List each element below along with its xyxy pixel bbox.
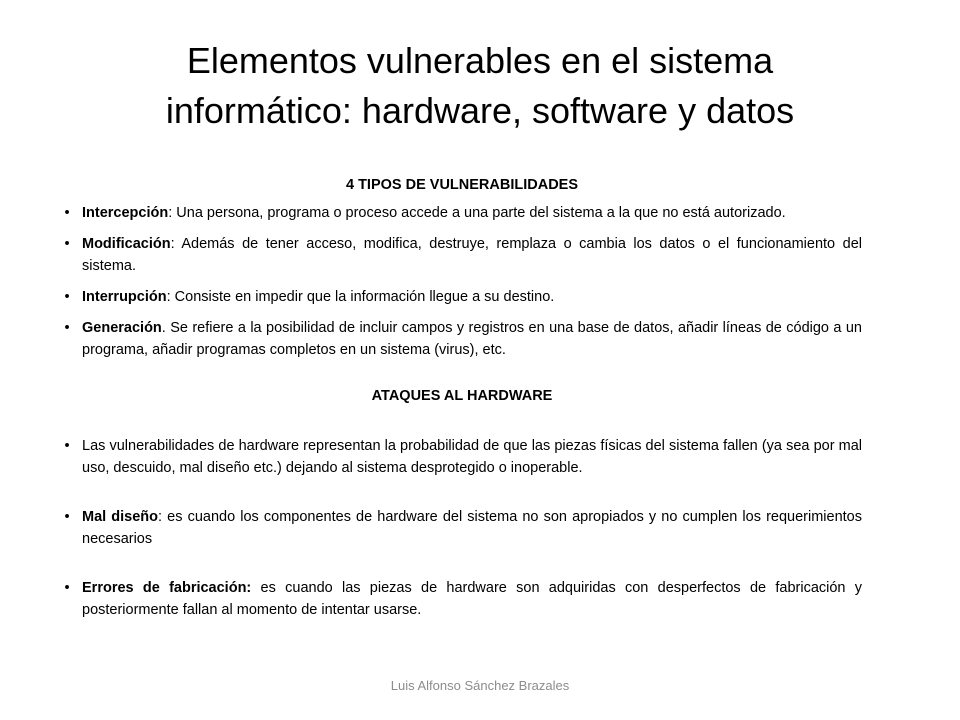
bullet-icon: • bbox=[64, 236, 70, 252]
term-separator: : bbox=[170, 236, 175, 252]
bullet-icon: • bbox=[64, 580, 70, 596]
item-text: Se refiere a la posibilidad de incluir campos y registros en una base de datos, añadir líneas de código a un programa, añadir programas completos en un sistema (virus), etc. bbox=[82, 320, 862, 358]
item-text: Las vulnerabilidades de hardware representan la probabilidad de que las piezas físicas del sistema fallen (ya sea por mal uso, descuido, mal diseño etc.) dejando al sistema desprotegido o inoperable. bbox=[82, 438, 862, 476]
list-item bbox=[62, 577, 862, 621]
slide-title-line2: informático: hardware, software y datos bbox=[165, 90, 795, 131]
list-item bbox=[62, 202, 862, 224]
section-heading-vulnerability-types: 4 TIPOS DE VULNERABILIDADES bbox=[345, 177, 579, 193]
term-separator: . bbox=[161, 320, 166, 336]
vulnerability-types-list bbox=[62, 202, 862, 361]
list-item bbox=[62, 317, 862, 361]
hardware-attacks-list bbox=[62, 435, 862, 621]
item-text: es cuando las piezas de hardware son adquiridas con desperfectos de fabricación y posteriormente fallan al momento de intentar usarse. bbox=[82, 580, 863, 618]
slide-footer-author: Luis Alfonso Sánchez Brazales bbox=[390, 678, 570, 693]
list-item bbox=[62, 233, 862, 277]
item-text: es cuando los componentes de hardware del sistema no son apropiados y no cumplen los requerimientos necesarios bbox=[82, 509, 862, 547]
slide-title-line1: Elementos vulnerables en el sistema bbox=[186, 40, 774, 81]
slide-title bbox=[60, 36, 900, 136]
item-text: Además de tener acceso, modifica, destruye, remplaza o cambia los datos o el funcionamiento del sistema. bbox=[82, 236, 862, 274]
list-item bbox=[62, 506, 862, 550]
term: Mal diseño bbox=[82, 509, 159, 525]
item-text: Consiste en impedir que la información llegue a su destino. bbox=[170, 289, 555, 305]
list-item bbox=[62, 435, 862, 479]
term-separator: : bbox=[168, 205, 173, 221]
term-separator: : bbox=[158, 509, 163, 525]
bullet-icon: • bbox=[64, 320, 70, 336]
slide-content bbox=[62, 174, 862, 648]
term-separator: : bbox=[166, 289, 171, 305]
term: Modificación bbox=[82, 236, 171, 252]
term: Errores de fabricación: bbox=[82, 580, 252, 596]
bullet-icon: • bbox=[64, 509, 70, 525]
term: Generación bbox=[82, 320, 162, 336]
bullet-icon: • bbox=[64, 438, 70, 454]
section-heading-hardware-attacks: ATAQUES AL HARDWARE bbox=[371, 388, 553, 404]
item-text: Una persona, programa o proceso accede a una parte del sistema a la que no está autorizado. bbox=[172, 205, 786, 221]
term: Intercepción bbox=[82, 205, 169, 221]
bullet-icon: • bbox=[64, 289, 70, 305]
list-item bbox=[62, 286, 862, 308]
bullet-icon: • bbox=[64, 205, 70, 221]
term: Interrupción bbox=[82, 289, 167, 305]
